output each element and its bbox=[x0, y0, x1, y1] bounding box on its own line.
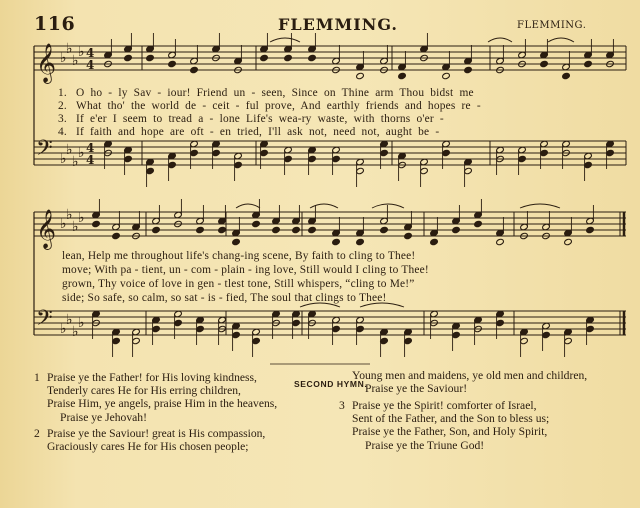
note-head bbox=[124, 54, 133, 61]
system2-line-1: lean, Help me throughout life's chang-ing scene, By faith to cling to Thee! bbox=[62, 250, 416, 262]
flat-icon: ♭ bbox=[60, 216, 67, 232]
note-head bbox=[398, 72, 407, 79]
note-head bbox=[112, 232, 121, 239]
bass-clef-icon: 𝄢 bbox=[36, 306, 53, 336]
note-head bbox=[584, 60, 593, 67]
note-head bbox=[272, 226, 281, 233]
treble-clef-icon: 𝄞 bbox=[36, 43, 57, 83]
flat-icon: ♭ bbox=[60, 321, 67, 337]
flat-icon: ♭ bbox=[66, 142, 73, 158]
flat-icon: ♭ bbox=[72, 219, 79, 235]
verse-line: If faith and hope are oft - en tried, I'll ask not, need not, aught be - bbox=[76, 126, 440, 138]
flat-icon: ♭ bbox=[66, 41, 73, 57]
note-head bbox=[356, 72, 365, 79]
stanza-number: 1 bbox=[34, 371, 40, 384]
note-head bbox=[464, 66, 473, 73]
time-signature: 4 bbox=[86, 58, 95, 72]
stanza-line: Young men and maidens, ye old men and children, bbox=[352, 369, 588, 382]
note-head bbox=[380, 226, 389, 233]
flat-icon: ♭ bbox=[78, 145, 85, 161]
stanza-line: Praise ye the Father, Son, and Holy Spirit, bbox=[352, 425, 548, 439]
hymn-title: FLEMMING. bbox=[278, 15, 398, 34]
system2-line-2: move; With pa - tient, un - com - plain - ing love, Still would I cling to Thee! bbox=[62, 264, 429, 276]
note-head bbox=[356, 238, 365, 245]
note-head bbox=[308, 226, 317, 233]
slur bbox=[520, 204, 560, 208]
stanza-line: Praise ye Jehovah! bbox=[60, 410, 147, 424]
stanza-2-continued bbox=[339, 369, 587, 395]
stanza-line: Praise ye the Spirit! comforter of Israel, bbox=[352, 399, 537, 412]
page-number: 116 bbox=[34, 13, 76, 35]
music-notes bbox=[92, 33, 615, 357]
note-head bbox=[168, 60, 177, 67]
second-hymn-heading: SECOND HYMN. bbox=[294, 379, 368, 389]
flat-icon: ♭ bbox=[78, 315, 85, 331]
note-head bbox=[562, 72, 571, 79]
note-head bbox=[92, 220, 101, 227]
note-head bbox=[442, 72, 451, 79]
verse-line: If e'er I seem to tread a - lone Life's wea-ry waste, with thorns o'er - bbox=[76, 113, 444, 125]
flat-icon: ♭ bbox=[60, 151, 67, 167]
note-head bbox=[260, 54, 269, 61]
verse-number: 4. bbox=[58, 126, 67, 138]
verse-number: 3. bbox=[58, 113, 67, 125]
flat-icon: ♭ bbox=[66, 312, 73, 328]
note-head bbox=[540, 60, 549, 67]
flat-icon: ♭ bbox=[60, 50, 67, 66]
note-head bbox=[564, 238, 573, 245]
stanza-line: Praise ye the Father! for His loving kindness, bbox=[47, 371, 257, 384]
tune-name: FLEMMING. bbox=[517, 20, 587, 31]
note-head bbox=[332, 238, 341, 245]
slur bbox=[236, 204, 260, 208]
note-head bbox=[152, 226, 161, 233]
time-signature: 4 bbox=[86, 153, 95, 167]
system2-line-4: side; So safe, so calm, so sat - is - fied, The soul that clings to Thee! bbox=[62, 292, 387, 304]
system2-line-3: grown, Thy voice of love in gen - tlest tone, Still whispers, “cling to Me!” bbox=[62, 278, 415, 290]
flat-icon: ♭ bbox=[66, 207, 73, 223]
note-head bbox=[474, 220, 483, 227]
note-head bbox=[232, 238, 241, 245]
stanza-line: Sent of the Father, and the Son to bless us; bbox=[352, 412, 550, 426]
stanza-1 bbox=[34, 371, 277, 424]
note-head bbox=[190, 66, 199, 73]
slur bbox=[548, 38, 574, 42]
note-head bbox=[496, 238, 505, 245]
stanza-2 bbox=[34, 427, 265, 453]
verse-line: O ho - ly Sav - iour! Friend un - seen, Since on Thine arm Thou bidst me bbox=[76, 87, 474, 99]
time-signature: 4 bbox=[86, 141, 95, 155]
verse-number: 2. bbox=[58, 100, 67, 112]
stanza-line: Praise ye the Saviour! bbox=[365, 382, 468, 396]
note-head bbox=[284, 54, 293, 61]
note-head bbox=[452, 226, 461, 233]
stanza-number: 3 bbox=[339, 399, 345, 412]
stanza-number: 2 bbox=[34, 427, 40, 440]
stanza-line: Tenderly cares He for His erring children, bbox=[47, 384, 241, 398]
flat-icon: ♭ bbox=[72, 154, 79, 170]
stanza-line: Praise ye the Triune God! bbox=[365, 438, 485, 452]
slur bbox=[488, 38, 512, 42]
note-head bbox=[430, 238, 439, 245]
stanza-line: Praise Him, ye angels, praise Him in the heavens, bbox=[47, 397, 278, 411]
verse-line: What tho' the world de - ceit - ful prove, And earthly friends and hopes re - bbox=[76, 100, 481, 112]
stanza-line: Praise ye the Saviour! great is His compassion, bbox=[47, 427, 266, 440]
flat-icon: ♭ bbox=[78, 210, 85, 226]
note-head bbox=[308, 54, 317, 61]
slur bbox=[270, 38, 300, 42]
note-head bbox=[292, 226, 301, 233]
slur bbox=[310, 204, 338, 208]
stanza-3 bbox=[339, 399, 549, 452]
flat-icon: ♭ bbox=[72, 53, 79, 69]
bass-clef-icon: 𝄢 bbox=[36, 136, 53, 166]
note-head bbox=[252, 220, 261, 227]
flat-icon: ♭ bbox=[78, 44, 85, 60]
note-head bbox=[218, 226, 227, 233]
flat-icon: ♭ bbox=[72, 324, 79, 340]
treble-clef-icon: 𝄞 bbox=[36, 209, 57, 249]
note-head bbox=[404, 232, 413, 239]
slur bbox=[372, 204, 404, 208]
note-head bbox=[146, 54, 155, 61]
verse-number: 1. bbox=[58, 87, 67, 99]
time-signature: 4 bbox=[86, 46, 95, 60]
note-head bbox=[586, 226, 595, 233]
note-head bbox=[196, 226, 205, 233]
stanza-line: Graciously cares He for His chosen people; bbox=[47, 440, 249, 454]
